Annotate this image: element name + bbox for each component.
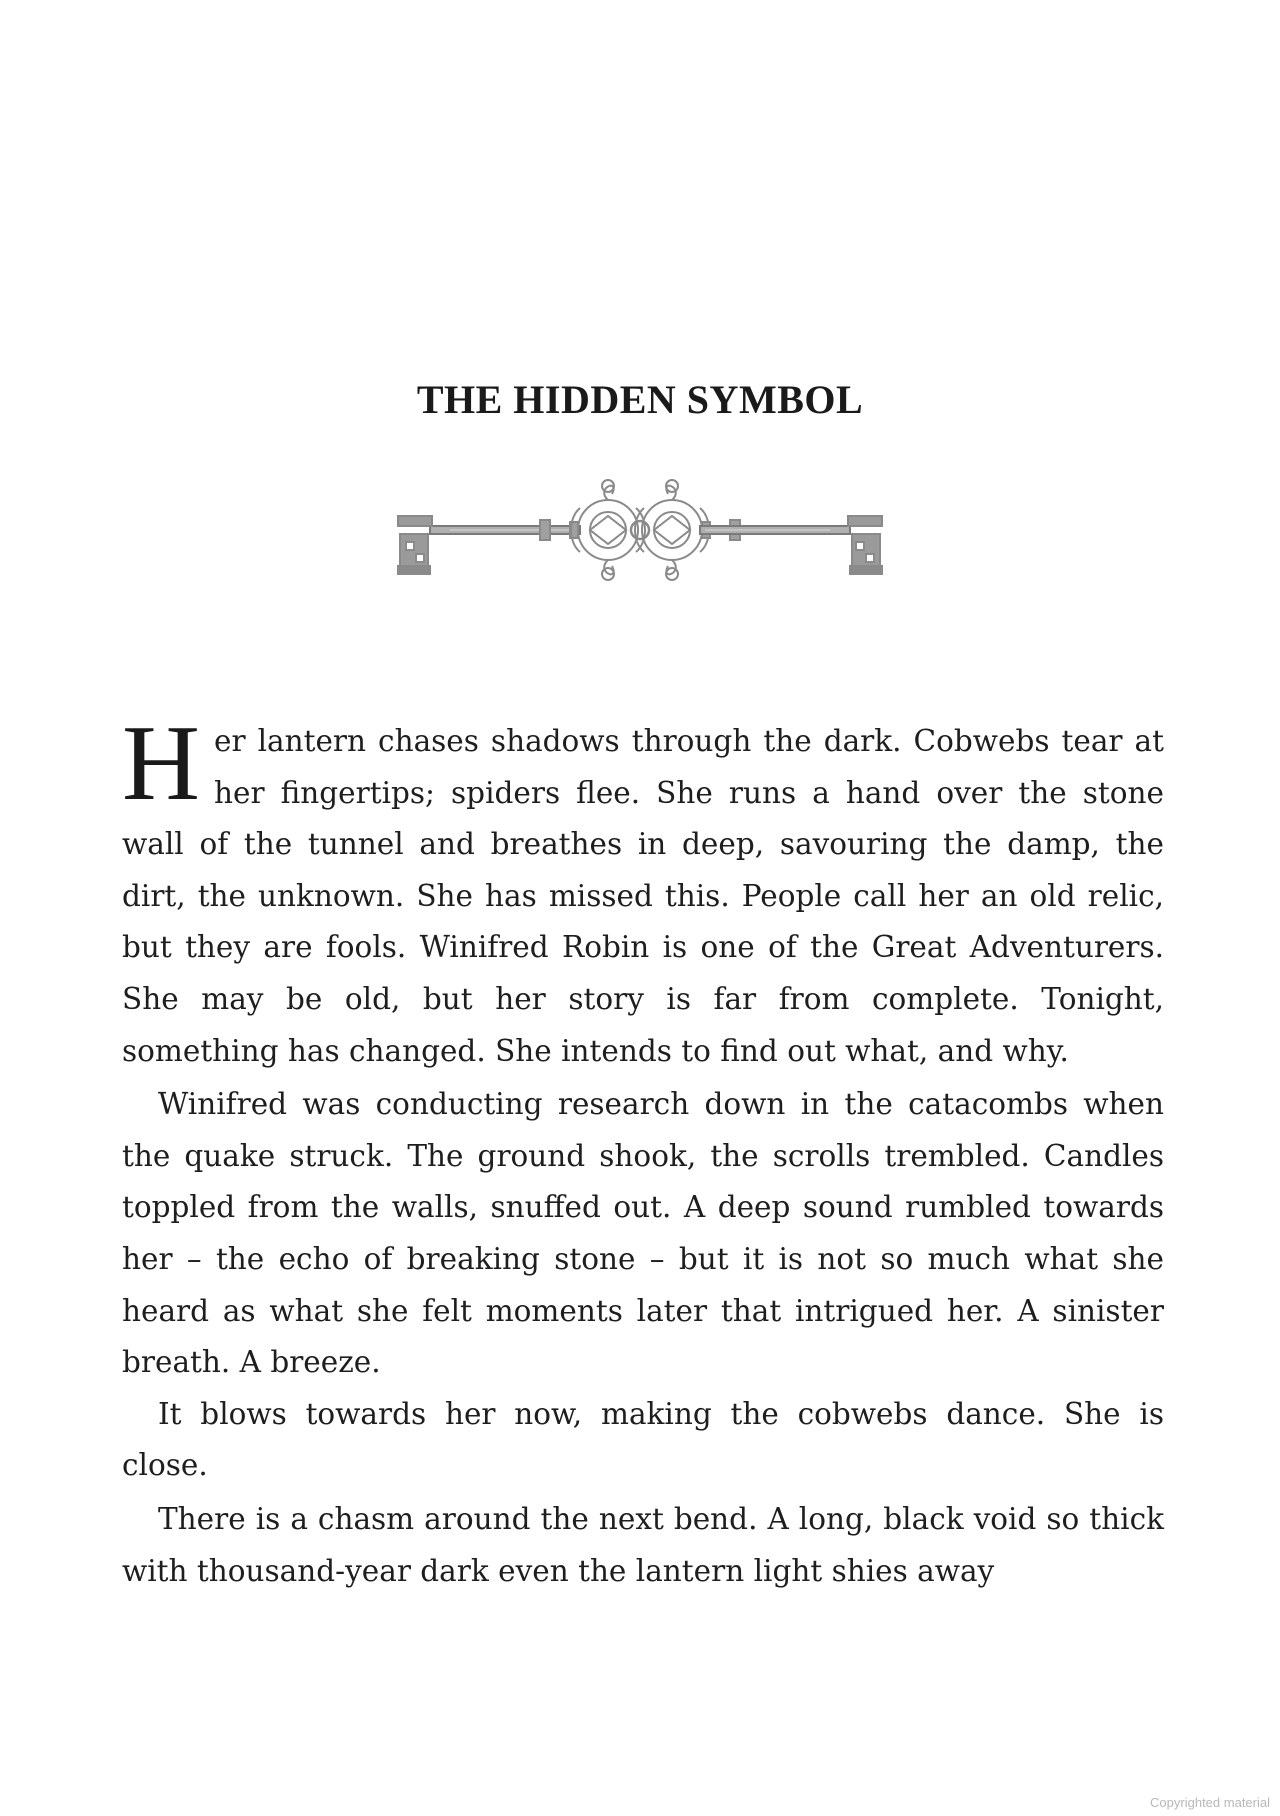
chapter-text: [122, 704, 1164, 1597]
drop-cap: H: [122, 704, 200, 823]
paragraph-1: [122, 704, 1164, 1077]
chapter-title: THE HIDDEN SYMBOL: [416, 377, 864, 422]
paragraph-3: It blows towards her now, making the cobwebs dance. She is close.: [122, 1396, 1164, 1483]
paragraph-4: There is a chasm around the next bend. A long, black void so thick with thousand-year dark even the lantern light shies away: [122, 1501, 1164, 1588]
copyright-notice: Copyrighted material: [1150, 1795, 1270, 1810]
paragraph-2: Winifred was conducting research down in the catacombs when the quake struck. The ground shook, the scrolls trembled. Candles toppled from the walls, snuffed out. A deep sound rumbled towards her – the echo of breaking stone – but it is not so much what she heard as what she felt moments later that intrigued her. A sinister breath. A breeze.: [122, 1087, 1164, 1380]
crossed-keys-ornament-icon: [390, 468, 890, 598]
paragraph-1-text: er lantern chases shadows through the dark. Cobwebs tear at her fingertips; spiders flee. She runs a hand over the stone wall of the tunnel and breathes in deep, savouring the damp, the dirt, the unknown. She has missed this. People call her an old relic, but they are fools. Winifred Robin is one of the Great Adventurers. She may be old, but her story is far from complete. Tonight, something has changed. She intends to find out what, and why.: [122, 724, 1164, 1068]
